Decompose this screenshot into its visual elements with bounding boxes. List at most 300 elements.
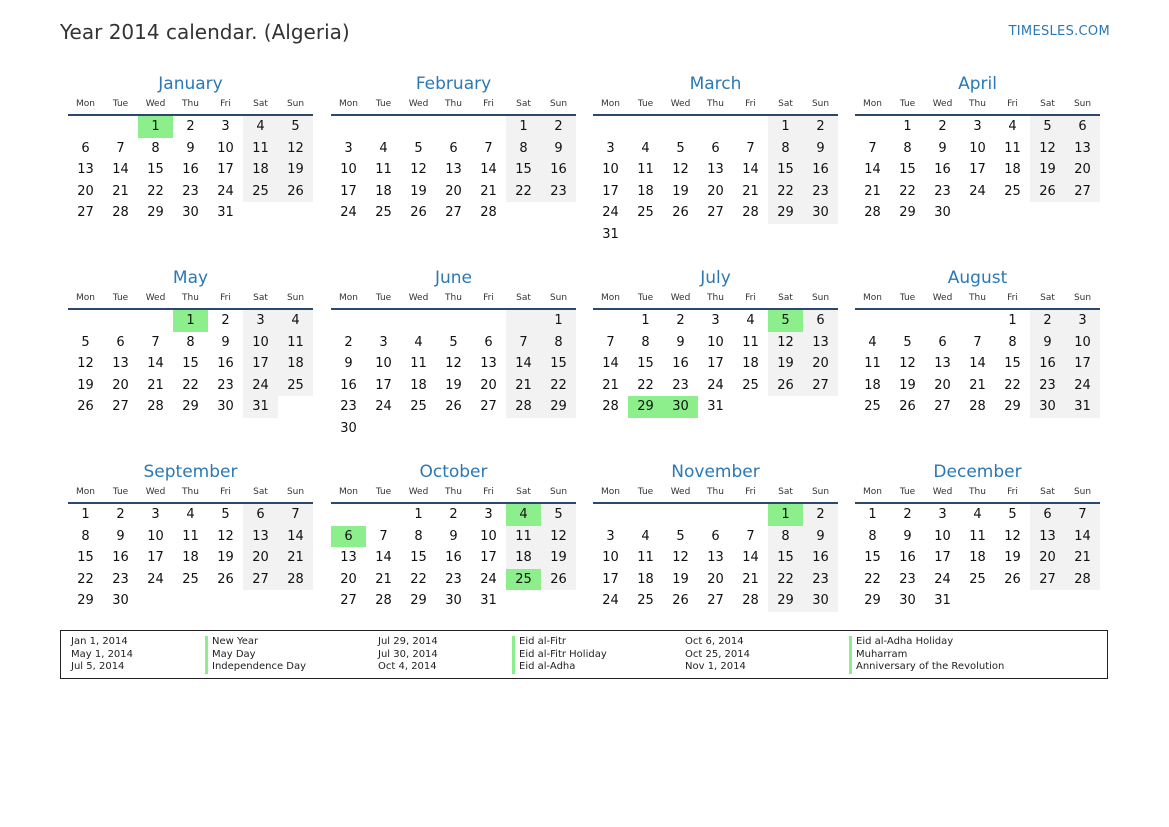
day-cell: 8 bbox=[768, 138, 803, 160]
week-row bbox=[68, 181, 313, 203]
day-cell: 15 bbox=[77, 550, 94, 566]
day-cell: 10 bbox=[707, 334, 724, 350]
day-cell: 30 bbox=[217, 399, 234, 415]
day-cell: 17 bbox=[340, 183, 357, 199]
day-cell: 27 bbox=[1065, 181, 1100, 203]
day-cell: 15 bbox=[1004, 356, 1021, 372]
day-cell: 2 bbox=[903, 507, 912, 522]
day-cell: 23 bbox=[182, 183, 199, 199]
empty-day-cell bbox=[138, 310, 173, 332]
day-cell: 10 bbox=[602, 162, 619, 178]
weekday-label: Mon bbox=[339, 293, 358, 303]
weekday-label: Sun bbox=[1073, 293, 1092, 303]
empty-day-cell bbox=[401, 116, 436, 138]
day-cell: 17 bbox=[1065, 353, 1100, 375]
day-cell: 26 bbox=[541, 569, 576, 591]
day-cell: 7 bbox=[973, 334, 982, 350]
empty-day-cell bbox=[1030, 590, 1065, 612]
week-row bbox=[68, 202, 313, 224]
month-name: August bbox=[947, 268, 1008, 288]
day-cell: 14 bbox=[602, 356, 619, 372]
weekday-header bbox=[68, 485, 313, 504]
empty-day-cell bbox=[506, 310, 541, 332]
day-cell: 27 bbox=[1030, 569, 1065, 591]
day-cell: 20 bbox=[707, 183, 724, 199]
day-cell: 28 bbox=[1065, 569, 1100, 591]
day-cell: 12 bbox=[768, 332, 803, 354]
day-cell: 25 bbox=[410, 399, 427, 415]
weekday-label: Thu bbox=[445, 487, 462, 497]
day-cell: 30 bbox=[340, 420, 357, 436]
day-cell: 26 bbox=[445, 399, 462, 415]
empty-day-cell bbox=[366, 116, 401, 138]
day-cell: 28 bbox=[375, 593, 392, 609]
day-cell: 19 bbox=[410, 183, 427, 199]
week-row bbox=[593, 310, 838, 332]
day-cell: 6 bbox=[803, 310, 838, 332]
weekday-label: Thu bbox=[445, 293, 462, 303]
day-cell: 7 bbox=[868, 140, 877, 156]
day-cell: 4 bbox=[414, 334, 423, 350]
week-row bbox=[855, 396, 1100, 418]
weekday-label: Sat bbox=[778, 487, 793, 497]
weekday-label: Sat bbox=[516, 487, 531, 497]
day-cell: 7 bbox=[606, 334, 615, 350]
week-row bbox=[593, 569, 838, 591]
day-cell: 24 bbox=[340, 205, 357, 221]
day-cell: 7 bbox=[151, 334, 160, 350]
empty-day-cell bbox=[506, 590, 541, 612]
day-cell: 22 bbox=[506, 181, 541, 203]
day-cell: 31 bbox=[480, 593, 497, 609]
day-cell: 19 bbox=[445, 377, 462, 393]
day-cell: 13 bbox=[803, 332, 838, 354]
empty-day-cell bbox=[173, 590, 208, 612]
day-cell: 13 bbox=[112, 356, 129, 372]
day-cell: 13 bbox=[77, 162, 94, 178]
month-august bbox=[855, 266, 1100, 418]
day-cell: 13 bbox=[243, 526, 278, 548]
weekday-label: Mon bbox=[601, 487, 620, 497]
day-cell: 22 bbox=[147, 183, 164, 199]
weekday-label: Thu bbox=[969, 99, 986, 109]
empty-day-cell bbox=[925, 310, 960, 332]
day-cell: 12 bbox=[672, 162, 689, 178]
day-cell: 9 bbox=[803, 138, 838, 160]
day-cell: 8 bbox=[868, 528, 877, 544]
day-cell: 10 bbox=[340, 162, 357, 178]
week-row bbox=[593, 547, 838, 569]
day-cell: 19 bbox=[899, 377, 916, 393]
day-cell: 17 bbox=[243, 353, 278, 375]
day-cell: 20 bbox=[803, 353, 838, 375]
day-cell: 14 bbox=[506, 353, 541, 375]
day-cell: 14 bbox=[1065, 526, 1100, 548]
day-cell: 19 bbox=[672, 571, 689, 587]
empty-day-cell bbox=[855, 310, 890, 332]
day-cell: 9 bbox=[938, 140, 947, 156]
day-cell: 28 bbox=[742, 593, 759, 609]
day-cell: 14 bbox=[742, 550, 759, 566]
weekday-label: Wed bbox=[932, 487, 953, 497]
day-cell: 21 bbox=[1065, 547, 1100, 569]
empty-day-cell bbox=[401, 418, 436, 440]
month-may bbox=[68, 266, 313, 418]
day-cell: 8 bbox=[1008, 334, 1017, 350]
day-cell: 11 bbox=[969, 528, 986, 544]
empty-day-cell bbox=[593, 116, 628, 138]
day-cell: 2 bbox=[344, 334, 353, 350]
day-cell: 23 bbox=[803, 569, 838, 591]
day-cell: 23 bbox=[340, 399, 357, 415]
legend-date: Oct 4, 2014 bbox=[378, 661, 437, 672]
site-link[interactable]: TIMESLES.COM bbox=[1008, 24, 1110, 39]
empty-day-cell bbox=[733, 224, 768, 246]
weekday-label: Wed bbox=[408, 99, 429, 109]
day-cell: 15 bbox=[147, 162, 164, 178]
day-cell: 6 bbox=[116, 334, 125, 350]
day-cell: 1 bbox=[414, 507, 423, 522]
day-cell: 24 bbox=[375, 399, 392, 415]
empty-day-cell bbox=[768, 396, 803, 418]
day-cell: 13 bbox=[707, 550, 724, 566]
day-cell: 18 bbox=[243, 159, 278, 181]
day-cell: 14 bbox=[375, 550, 392, 566]
day-cell: 30 bbox=[1030, 396, 1065, 418]
day-cell: 23 bbox=[112, 571, 129, 587]
weekday-label: Tue bbox=[637, 99, 654, 109]
week-row bbox=[331, 116, 576, 138]
weekday-label: Wed bbox=[145, 293, 166, 303]
week-row bbox=[855, 590, 1100, 612]
day-cell: 29 bbox=[410, 593, 427, 609]
weekday-header bbox=[331, 97, 576, 116]
weekday-label: Sat bbox=[1040, 99, 1055, 109]
day-cell: 28 bbox=[506, 396, 541, 418]
week-row bbox=[593, 138, 838, 160]
day-cell: 12 bbox=[899, 356, 916, 372]
month-july bbox=[593, 266, 838, 418]
day-cell: 9 bbox=[803, 526, 838, 548]
day-cell: 2 bbox=[1030, 310, 1065, 332]
week-row bbox=[855, 181, 1100, 203]
weekday-label: Mon bbox=[863, 293, 882, 303]
day-cell: 13 bbox=[340, 550, 357, 566]
week-row bbox=[855, 202, 1100, 224]
day-cell: 26 bbox=[1004, 571, 1021, 587]
empty-day-cell bbox=[541, 202, 576, 224]
day-cell: 14 bbox=[112, 162, 129, 178]
day-cell: 15 bbox=[899, 162, 916, 178]
weekday-label: Tue bbox=[899, 487, 916, 497]
day-cell: 1 bbox=[868, 507, 877, 522]
day-cell: 11 bbox=[410, 356, 427, 372]
day-cell: 27 bbox=[480, 399, 497, 415]
day-cell: 9 bbox=[221, 334, 230, 350]
empty-day-cell bbox=[366, 310, 401, 332]
empty-day-cell bbox=[593, 504, 628, 526]
empty-day-cell bbox=[331, 116, 366, 138]
day-cell: 20 bbox=[77, 183, 94, 199]
day-cell: 4 bbox=[379, 140, 388, 156]
day-cell: 13 bbox=[1030, 526, 1065, 548]
day-cell: 6 bbox=[711, 528, 720, 544]
day-cell: 30 bbox=[934, 205, 951, 221]
day-cell: 25 bbox=[637, 593, 654, 609]
day-cell: 18 bbox=[375, 183, 392, 199]
weekday-label: Fri bbox=[1007, 487, 1018, 497]
day-cell: 17 bbox=[969, 162, 986, 178]
week-row bbox=[855, 138, 1100, 160]
day-cell: 27 bbox=[707, 593, 724, 609]
day-cell: 17 bbox=[147, 550, 164, 566]
day-cell: 5 bbox=[903, 334, 912, 350]
day-cell: 15 bbox=[637, 356, 654, 372]
day-cell: 24 bbox=[480, 571, 497, 587]
empty-day-cell bbox=[768, 224, 803, 246]
day-cell: 6 bbox=[81, 140, 90, 156]
weekday-label: Thu bbox=[707, 487, 724, 497]
day-cell: 19 bbox=[217, 550, 234, 566]
week-row bbox=[331, 181, 576, 203]
legend-dates-col-2 bbox=[378, 636, 438, 674]
day-cell: 15 bbox=[541, 353, 576, 375]
day-cell: 1 bbox=[768, 116, 803, 138]
day-cell: 16 bbox=[217, 356, 234, 372]
day-cell: 3 bbox=[379, 334, 388, 350]
day-cell: 28 bbox=[969, 399, 986, 415]
weekday-label: Mon bbox=[76, 99, 95, 109]
empty-day-cell bbox=[436, 418, 471, 440]
day-cell: 18 bbox=[637, 183, 654, 199]
day-cell: 2 bbox=[803, 116, 838, 138]
day-cell: 11 bbox=[243, 138, 278, 160]
day-cell: 29 bbox=[899, 205, 916, 221]
weekday-label: Wed bbox=[145, 487, 166, 497]
empty-day-cell bbox=[995, 590, 1030, 612]
day-cell: 5 bbox=[676, 140, 685, 156]
day-cell: 12 bbox=[1030, 138, 1065, 160]
weekday-label: Sat bbox=[516, 99, 531, 109]
empty-day-cell bbox=[506, 418, 541, 440]
day-cell: 1 bbox=[506, 116, 541, 138]
month-name: March bbox=[689, 74, 742, 94]
weekday-header bbox=[331, 485, 576, 504]
day-cell: 24 bbox=[217, 183, 234, 199]
day-cell: 24 bbox=[707, 377, 724, 393]
day-cell: 30 bbox=[899, 593, 916, 609]
empty-day-cell bbox=[803, 396, 838, 418]
week-row bbox=[68, 116, 313, 138]
day-cell: 24 bbox=[1065, 375, 1100, 397]
day-cell: 11 bbox=[1004, 140, 1021, 156]
week-row bbox=[855, 353, 1100, 375]
day-cell: 16 bbox=[541, 159, 576, 181]
empty-day-cell bbox=[243, 590, 278, 612]
day-cell: 18 bbox=[864, 377, 881, 393]
weekday-label: Thu bbox=[707, 99, 724, 109]
weekday-label: Fri bbox=[1007, 293, 1018, 303]
legend-holiday-name: Eid al-Fitr Holiday bbox=[512, 649, 607, 662]
week-row bbox=[68, 332, 313, 354]
weekday-label: Sun bbox=[549, 293, 568, 303]
month-name: May bbox=[172, 268, 209, 288]
day-cell: 18 bbox=[969, 550, 986, 566]
day-cell: 30 bbox=[445, 593, 462, 609]
week-row bbox=[68, 159, 313, 181]
weekday-label: Tue bbox=[375, 293, 392, 303]
week-row bbox=[331, 569, 576, 591]
week-row bbox=[855, 569, 1100, 591]
day-cell: 6 bbox=[449, 140, 458, 156]
day-cell: 8 bbox=[414, 528, 423, 544]
day-cell: 8 bbox=[506, 138, 541, 160]
day-cell: 15 bbox=[182, 356, 199, 372]
day-cell: 5 bbox=[278, 116, 313, 138]
empty-day-cell bbox=[960, 310, 995, 332]
empty-day-cell bbox=[68, 116, 103, 138]
week-row bbox=[331, 590, 576, 612]
week-row bbox=[331, 375, 576, 397]
day-cell: 7 bbox=[116, 140, 125, 156]
day-cell: 10 bbox=[602, 550, 619, 566]
day-cell: 5 bbox=[768, 310, 803, 332]
day-cell: 24 bbox=[602, 205, 619, 221]
legend-date: Jan 1, 2014 bbox=[71, 636, 128, 647]
empty-day-cell bbox=[855, 116, 890, 138]
empty-day-cell bbox=[628, 504, 663, 526]
week-row bbox=[593, 202, 838, 224]
day-cell: 21 bbox=[278, 547, 313, 569]
weekday-header bbox=[593, 291, 838, 310]
day-cell: 5 bbox=[1008, 507, 1017, 522]
month-june bbox=[331, 266, 576, 440]
day-cell: 27 bbox=[803, 375, 838, 397]
day-cell: 14 bbox=[147, 356, 164, 372]
day-cell: 20 bbox=[934, 377, 951, 393]
empty-day-cell bbox=[803, 224, 838, 246]
day-cell: 3 bbox=[606, 140, 615, 156]
empty-day-cell bbox=[628, 116, 663, 138]
empty-day-cell bbox=[960, 590, 995, 612]
day-cell: 24 bbox=[147, 571, 164, 587]
day-cell: 16 bbox=[182, 162, 199, 178]
day-cell: 7 bbox=[379, 528, 388, 544]
day-cell: 10 bbox=[480, 528, 497, 544]
empty-day-cell bbox=[243, 202, 278, 224]
day-cell: 11 bbox=[506, 526, 541, 548]
empty-day-cell bbox=[593, 310, 628, 332]
week-row bbox=[855, 116, 1100, 138]
weekday-label: Mon bbox=[601, 293, 620, 303]
day-cell: 21 bbox=[742, 183, 759, 199]
day-cell: 31 bbox=[934, 593, 951, 609]
weekday-label: Sat bbox=[1040, 293, 1055, 303]
weekday-label: Fri bbox=[483, 487, 494, 497]
weekday-label: Wed bbox=[670, 99, 691, 109]
day-cell: 17 bbox=[934, 550, 951, 566]
day-cell: 11 bbox=[637, 162, 654, 178]
day-cell: 19 bbox=[278, 159, 313, 181]
weekday-header bbox=[855, 97, 1100, 116]
week-row bbox=[855, 332, 1100, 354]
day-cell: 21 bbox=[742, 571, 759, 587]
day-cell: 19 bbox=[1004, 550, 1021, 566]
day-cell: 16 bbox=[112, 550, 129, 566]
day-cell: 6 bbox=[938, 334, 947, 350]
empty-day-cell bbox=[995, 202, 1030, 224]
day-cell: 30 bbox=[803, 202, 838, 224]
day-cell: 1 bbox=[138, 116, 173, 138]
day-cell: 12 bbox=[77, 356, 94, 372]
week-row bbox=[68, 504, 313, 526]
legend-holiday-name: Eid al-Fitr bbox=[512, 636, 607, 649]
day-cell: 9 bbox=[1030, 332, 1065, 354]
day-cell: 25 bbox=[1004, 183, 1021, 199]
day-cell: 28 bbox=[480, 205, 497, 221]
month-december bbox=[855, 460, 1100, 612]
day-cell: 27 bbox=[340, 593, 357, 609]
day-cell: 8 bbox=[768, 526, 803, 548]
day-cell: 16 bbox=[803, 547, 838, 569]
empty-day-cell bbox=[103, 116, 138, 138]
day-cell: 25 bbox=[742, 377, 759, 393]
day-cell: 9 bbox=[449, 528, 458, 544]
day-cell: 20 bbox=[112, 377, 129, 393]
day-cell: 23 bbox=[803, 181, 838, 203]
day-cell: 21 bbox=[969, 377, 986, 393]
weekday-label: Mon bbox=[76, 293, 95, 303]
month-name: July bbox=[700, 268, 731, 288]
weekday-header bbox=[855, 485, 1100, 504]
day-cell: 7 bbox=[506, 332, 541, 354]
weekday-label: Sat bbox=[253, 293, 268, 303]
week-row bbox=[68, 547, 313, 569]
day-cell: 25 bbox=[506, 569, 541, 591]
week-row bbox=[593, 224, 838, 246]
week-row bbox=[593, 375, 838, 397]
day-cell: 29 bbox=[147, 205, 164, 221]
week-row bbox=[855, 310, 1100, 332]
day-cell: 30 bbox=[803, 590, 838, 612]
weekday-label: Sat bbox=[516, 293, 531, 303]
legend-holiday-name: May Day bbox=[205, 649, 306, 662]
day-cell: 25 bbox=[243, 181, 278, 203]
day-cell: 26 bbox=[410, 205, 427, 221]
weekday-label: Sun bbox=[286, 99, 305, 109]
day-cell: 9 bbox=[186, 140, 195, 156]
week-row bbox=[68, 569, 313, 591]
day-cell: 14 bbox=[969, 356, 986, 372]
weekday-label: Sat bbox=[253, 99, 268, 109]
day-cell: 5 bbox=[449, 334, 458, 350]
day-cell: 10 bbox=[217, 140, 234, 156]
day-cell: 27 bbox=[77, 205, 94, 221]
empty-day-cell bbox=[401, 310, 436, 332]
weekday-label: Fri bbox=[483, 99, 494, 109]
day-cell: 7 bbox=[746, 528, 755, 544]
legend-date: Oct 6, 2014 bbox=[685, 636, 744, 647]
day-cell: 7 bbox=[1065, 504, 1100, 526]
empty-day-cell bbox=[331, 310, 366, 332]
day-cell: 3 bbox=[1065, 310, 1100, 332]
day-cell: 17 bbox=[375, 377, 392, 393]
day-cell: 10 bbox=[1065, 332, 1100, 354]
day-cell: 25 bbox=[278, 375, 313, 397]
empty-day-cell bbox=[1065, 590, 1100, 612]
day-cell: 19 bbox=[77, 377, 94, 393]
weekday-label: Tue bbox=[899, 293, 916, 303]
